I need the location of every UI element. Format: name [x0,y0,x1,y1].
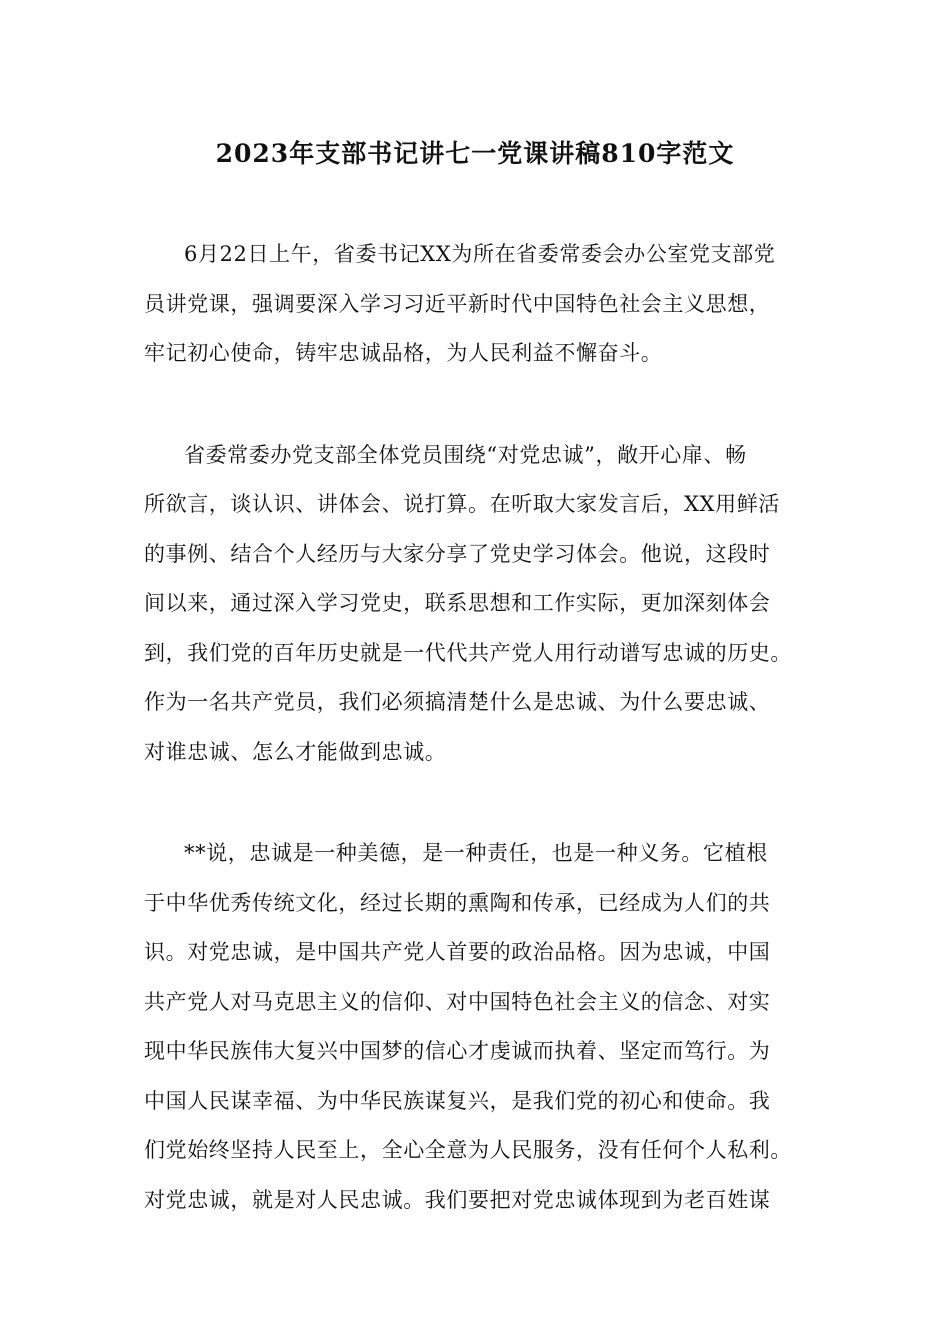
paragraph-line: 的事例、结合个人经历与大家分享了党史学习体会。他说，这段时 [144,541,771,566]
paragraph-line: 到，我们党的百年历史就是一代代共产党人用行动谱写忠诚的历史。 [144,640,792,665]
paragraph-line: 于中华优秀传统文化，经过长期的熏陶和传承，已经成为人们的共 [144,890,771,915]
paragraph-line: 所欲言，谈认识、讲体会、说打算。在听取大家发言后，XX用鲜活 [144,492,780,516]
paragraph-line: 共产党人对马克思主义的信仰、对中国特色社会主义的信念、对实 [144,989,771,1014]
paragraph-line: **说，忠诚是一种美德，是一种责任，也是一种义务。它植根 [184,841,768,865]
paragraph-line: 牢记初心使命，铸牢忠诚品格，为人民利益不懈奋斗。 [144,341,663,365]
paragraph-line: 6月22日上午，省委书记XX为所在省委常委会办公室党支部党 [184,242,776,266]
paragraph-line: 对谁忠诚、怎么才能做到忠诚。 [144,739,447,764]
document-title: 2023年支部书记讲七一党课讲稿810字范文 [215,139,735,168]
paragraph-1 [144,230,824,379]
paragraph-line: 中国人民谋幸福、为中华民族谋复兴，是我们党的初心和使命。我 [144,1088,771,1113]
paragraph-line: 作为一名共产党员，我们必须搞清楚什么是忠诚、为什么要忠诚、 [144,690,771,714]
paragraph-3 [144,829,824,1225]
paragraph-2 [144,431,824,778]
paragraph-line: 识。对党忠诚，是中国共产党人首要的政治品格。因为忠诚，中国 [144,940,771,964]
paragraph-line: 员讲党课，强调要深入学习习近平新时代中国特色社会主义思想， [144,291,771,316]
paragraph-line: 们党始终坚持人民至上，全心全意为人民服务，没有任何个人私利。 [144,1138,792,1162]
paragraph-line: 对党忠诚，就是对人民忠诚。我们要把对党忠诚体现到为老百姓谋 [144,1187,771,1212]
paragraph-line: 省委常委办党支部全体党员围绕“对党忠诚”，敞开心扉、畅 [184,442,747,467]
document-body [144,230,824,1277]
paragraph-line: 间以来，通过深入学习党史，联系思想和工作实际，更加深刻体会 [144,591,771,615]
paragraph-line: 现中华民族伟大复兴中国梦的信心才虔诚而执着、坚定而笃行。为 [144,1039,771,1063]
